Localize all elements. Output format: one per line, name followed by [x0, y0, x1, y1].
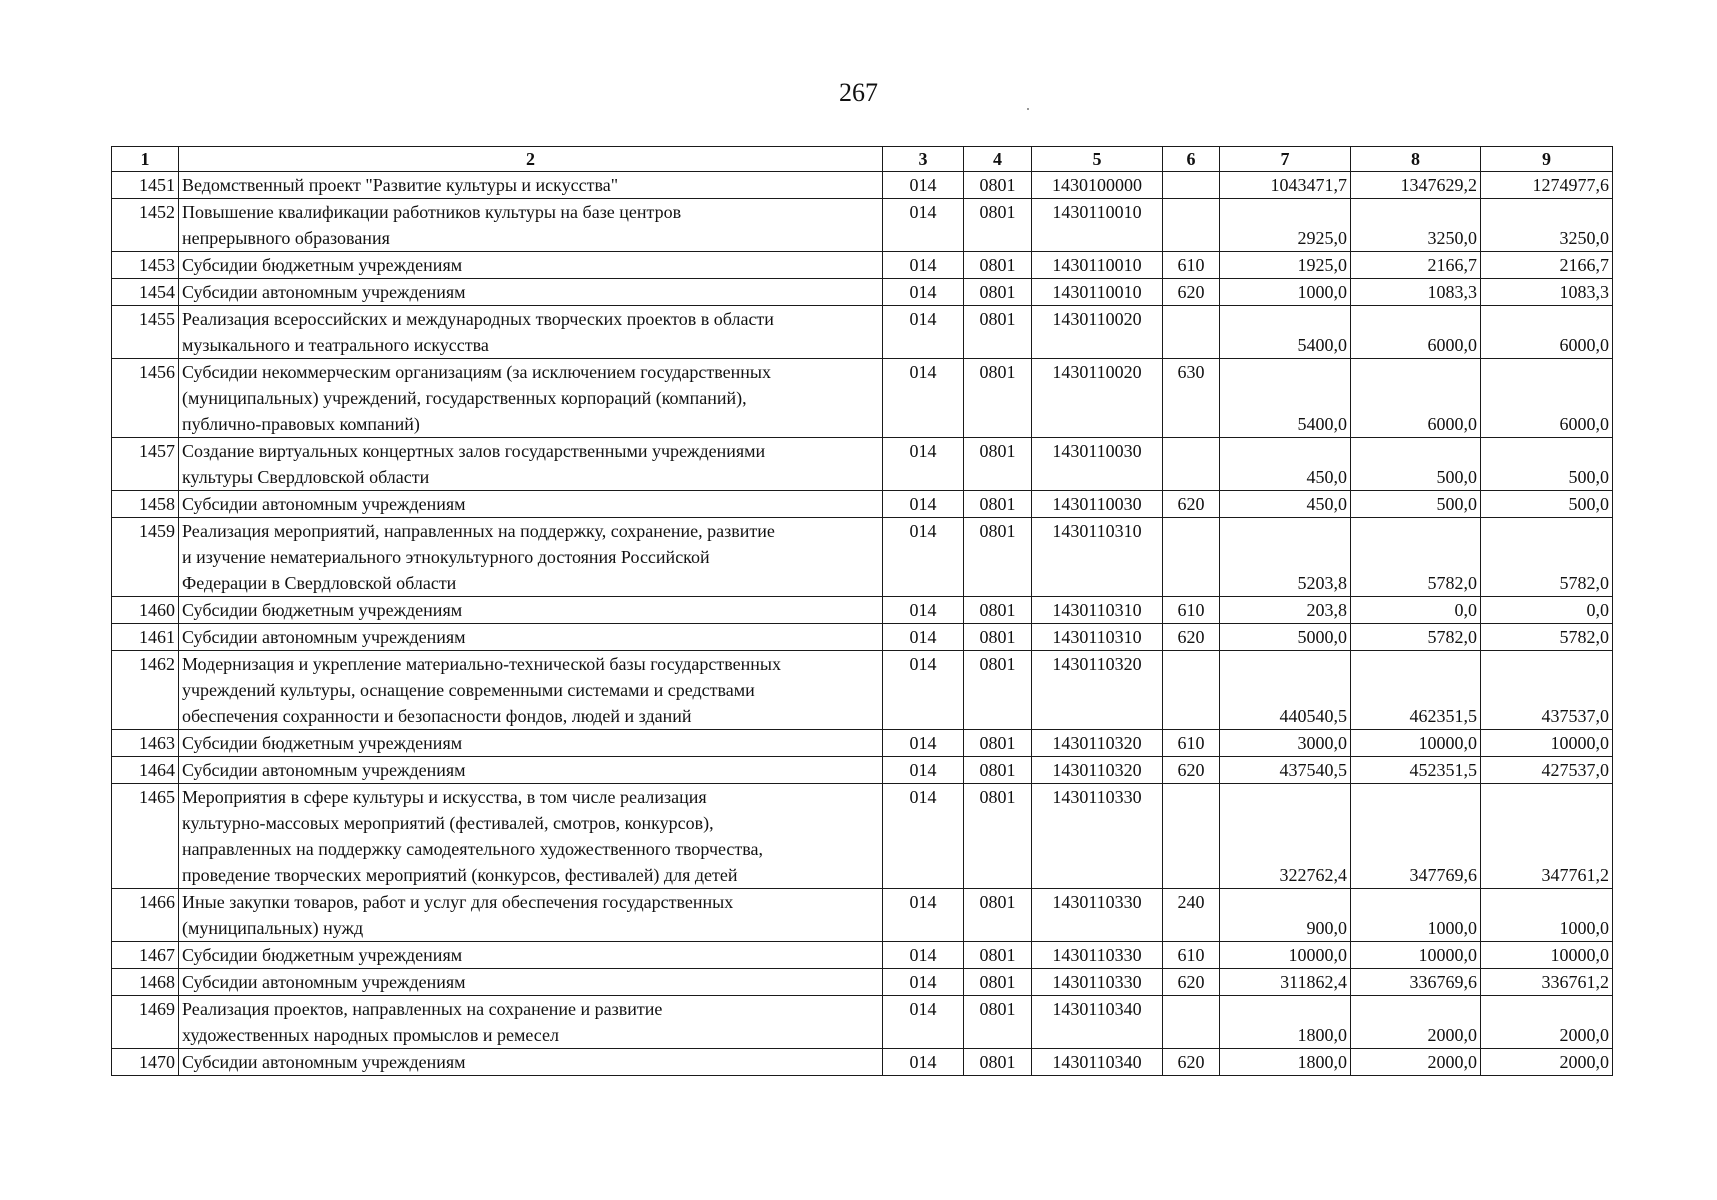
amount-col-9: 2166,7 [1481, 252, 1613, 279]
amount-col-7: 311862,4 [1220, 969, 1351, 996]
amount-col-8: 6000,0 [1351, 359, 1481, 438]
target-article-code: 1430110310 [1032, 518, 1163, 597]
ministry-code: 014 [883, 624, 964, 651]
row-number: 1463 [112, 730, 179, 757]
row-name: Мероприятия в сфере культуры и искусства, в том числе реализация культурно-массовых мероприятий (фестивалей, смотров, конкурсов), направленных на поддержку самодеятельного художественного творчества, проведение творческих мероприятий (конкурсов, фестивалей) для детей [179, 784, 883, 889]
ministry-code: 014 [883, 651, 964, 730]
amount-col-9: 5782,0 [1481, 624, 1613, 651]
section-code: 0801 [964, 757, 1032, 784]
section-code: 0801 [964, 1049, 1032, 1076]
amount-col-7: 1800,0 [1220, 996, 1351, 1049]
amount-col-8: 1083,3 [1351, 279, 1481, 306]
expense-type-code: 620 [1163, 757, 1220, 784]
amount-col-8: 2000,0 [1351, 1049, 1481, 1076]
row-name: Ведомственный проект "Развитие культуры и искусства" [179, 172, 883, 199]
table-row [112, 359, 1613, 438]
row-name: Субсидии бюджетным учреждениям [179, 942, 883, 969]
section-code: 0801 [964, 784, 1032, 889]
amount-col-8: 0,0 [1351, 597, 1481, 624]
amount-col-7: 1925,0 [1220, 252, 1351, 279]
section-code: 0801 [964, 942, 1032, 969]
ministry-code: 014 [883, 252, 964, 279]
target-article-code: 1430110330 [1032, 889, 1163, 942]
table-row [112, 651, 1613, 730]
amount-col-8: 2000,0 [1351, 996, 1481, 1049]
ministry-code: 014 [883, 199, 964, 252]
amount-col-8: 3250,0 [1351, 199, 1481, 252]
section-code: 0801 [964, 491, 1032, 518]
table-row [112, 252, 1613, 279]
target-article-code: 1430110320 [1032, 757, 1163, 784]
amount-col-7: 203,8 [1220, 597, 1351, 624]
expense-type-code: 620 [1163, 491, 1220, 518]
amount-col-8: 347769,6 [1351, 784, 1481, 889]
amount-col-9: 437537,0 [1481, 651, 1613, 730]
row-number: 1458 [112, 491, 179, 518]
table-row [112, 438, 1613, 491]
row-number: 1467 [112, 942, 179, 969]
row-name: Субсидии бюджетным учреждениям [179, 730, 883, 757]
header-col-7: 7 [1220, 147, 1351, 172]
expense-type-code: 610 [1163, 252, 1220, 279]
row-name: Модернизация и укрепление материально-технической базы государственных учреждений культуры, оснащение современными системами и средствами обеспечения сохранности и безопасности фондов, людей и зданий [179, 651, 883, 730]
table-row [112, 730, 1613, 757]
amount-col-7: 3000,0 [1220, 730, 1351, 757]
header-col-2: 2 [179, 147, 883, 172]
ministry-code: 014 [883, 491, 964, 518]
amount-col-8: 10000,0 [1351, 942, 1481, 969]
amount-col-8: 1000,0 [1351, 889, 1481, 942]
row-number: 1459 [112, 518, 179, 597]
ministry-code: 014 [883, 889, 964, 942]
row-number: 1468 [112, 969, 179, 996]
amount-col-7: 322762,4 [1220, 784, 1351, 889]
row-number: 1462 [112, 651, 179, 730]
amount-col-9: 1083,3 [1481, 279, 1613, 306]
amount-col-9: 2000,0 [1481, 996, 1613, 1049]
amount-col-9: 500,0 [1481, 438, 1613, 491]
ministry-code: 014 [883, 996, 964, 1049]
target-article-code: 1430110310 [1032, 624, 1163, 651]
target-article-code: 1430110010 [1032, 279, 1163, 306]
target-article-code: 1430110340 [1032, 996, 1163, 1049]
amount-col-7: 440540,5 [1220, 651, 1351, 730]
row-number: 1455 [112, 306, 179, 359]
target-article-code: 1430110340 [1032, 1049, 1163, 1076]
row-name: Повышение квалификации работников культуры на базе центров непрерывного образования [179, 199, 883, 252]
target-article-code: 1430110310 [1032, 597, 1163, 624]
table-row [112, 597, 1613, 624]
row-name: Субсидии некоммерческим организациям (за исключением государственных (муниципальных) учреждений, государственных корпораций (компаний), публично-правовых компаний) [179, 359, 883, 438]
section-code: 0801 [964, 969, 1032, 996]
table-row [112, 942, 1613, 969]
row-number: 1466 [112, 889, 179, 942]
ministry-code: 014 [883, 969, 964, 996]
amount-col-9: 1274977,6 [1481, 172, 1613, 199]
table-row [112, 279, 1613, 306]
ministry-code: 014 [883, 1049, 964, 1076]
row-number: 1460 [112, 597, 179, 624]
amount-col-7: 5400,0 [1220, 359, 1351, 438]
ministry-code: 014 [883, 279, 964, 306]
amount-col-9: 10000,0 [1481, 942, 1613, 969]
ministry-code: 014 [883, 172, 964, 199]
amount-col-8: 1347629,2 [1351, 172, 1481, 199]
row-number: 1456 [112, 359, 179, 438]
expense-type-code: 620 [1163, 1049, 1220, 1076]
header-col-9: 9 [1481, 147, 1613, 172]
section-code: 0801 [964, 889, 1032, 942]
header-col-5: 5 [1032, 147, 1163, 172]
table-row [112, 969, 1613, 996]
row-number: 1454 [112, 279, 179, 306]
expense-type-code [1163, 518, 1220, 597]
amount-col-7: 1043471,7 [1220, 172, 1351, 199]
row-name: Создание виртуальных концертных залов государственными учреждениями культуры Свердловской области [179, 438, 883, 491]
section-code: 0801 [964, 624, 1032, 651]
row-number: 1465 [112, 784, 179, 889]
header-row [112, 147, 1613, 172]
table-header [112, 147, 1613, 172]
header-col-4: 4 [964, 147, 1032, 172]
row-name: Реализация мероприятий, направленных на поддержку, сохранение, развитие и изучение нематериального этнокультурного достояния Российской Федерации в Свердловской области [179, 518, 883, 597]
row-number: 1451 [112, 172, 179, 199]
amount-col-7: 5000,0 [1220, 624, 1351, 651]
amount-col-8: 2166,7 [1351, 252, 1481, 279]
ministry-code: 014 [883, 597, 964, 624]
amount-col-8: 336769,6 [1351, 969, 1481, 996]
section-code: 0801 [964, 279, 1032, 306]
section-code: 0801 [964, 172, 1032, 199]
row-name: Субсидии бюджетным учреждениям [179, 252, 883, 279]
row-name: Субсидии автономным учреждениям [179, 279, 883, 306]
amount-col-9: 336761,2 [1481, 969, 1613, 996]
target-article-code: 1430110020 [1032, 306, 1163, 359]
expense-type-code: 630 [1163, 359, 1220, 438]
ministry-code: 014 [883, 359, 964, 438]
section-code: 0801 [964, 730, 1032, 757]
row-name: Реализация проектов, направленных на сохранение и развитие художественных народных промыслов и ремесел [179, 996, 883, 1049]
scan-speck [1027, 108, 1029, 110]
amount-col-7: 1000,0 [1220, 279, 1351, 306]
target-article-code: 1430110320 [1032, 651, 1163, 730]
table-row [112, 624, 1613, 651]
section-code: 0801 [964, 252, 1032, 279]
row-number: 1457 [112, 438, 179, 491]
row-name: Реализация всероссийских и международных творческих проектов в области музыкального и театрального искусства [179, 306, 883, 359]
amount-col-7: 450,0 [1220, 491, 1351, 518]
amount-col-9: 1000,0 [1481, 889, 1613, 942]
amount-col-7: 450,0 [1220, 438, 1351, 491]
ministry-code: 014 [883, 438, 964, 491]
amount-col-8: 462351,5 [1351, 651, 1481, 730]
header-col-3: 3 [883, 147, 964, 172]
row-number: 1464 [112, 757, 179, 784]
row-number: 1461 [112, 624, 179, 651]
amount-col-9: 3250,0 [1481, 199, 1613, 252]
header-col-8: 8 [1351, 147, 1481, 172]
expense-type-code: 610 [1163, 942, 1220, 969]
table-row [112, 491, 1613, 518]
target-article-code: 1430110010 [1032, 199, 1163, 252]
page-number: 267 [839, 78, 878, 107]
expense-type-code [1163, 651, 1220, 730]
ministry-code: 014 [883, 757, 964, 784]
amount-col-9: 6000,0 [1481, 359, 1613, 438]
section-code: 0801 [964, 996, 1032, 1049]
expense-type-code [1163, 306, 1220, 359]
ministry-code: 014 [883, 942, 964, 969]
target-article-code: 1430110010 [1032, 252, 1163, 279]
section-code: 0801 [964, 438, 1032, 491]
row-name: Субсидии автономным учреждениям [179, 757, 883, 784]
target-article-code: 1430110020 [1032, 359, 1163, 438]
amount-col-7: 5203,8 [1220, 518, 1351, 597]
table-row [112, 199, 1613, 252]
target-article-code: 1430110030 [1032, 438, 1163, 491]
row-number: 1470 [112, 1049, 179, 1076]
expense-type-code [1163, 438, 1220, 491]
expense-type-code: 610 [1163, 597, 1220, 624]
row-name: Иные закупки товаров, работ и услуг для обеспечения государственных (муниципальных) нужд [179, 889, 883, 942]
amount-col-8: 10000,0 [1351, 730, 1481, 757]
row-number: 1453 [112, 252, 179, 279]
amount-col-9: 0,0 [1481, 597, 1613, 624]
table-body [112, 172, 1613, 1076]
target-article-code: 1430110030 [1032, 491, 1163, 518]
ministry-code: 014 [883, 306, 964, 359]
table-row [112, 757, 1613, 784]
expense-type-code: 610 [1163, 730, 1220, 757]
header-col-6: 6 [1163, 147, 1220, 172]
target-article-code: 1430110330 [1032, 969, 1163, 996]
amount-col-8: 500,0 [1351, 438, 1481, 491]
amount-col-9: 427537,0 [1481, 757, 1613, 784]
ministry-code: 014 [883, 730, 964, 757]
amount-col-9: 347761,2 [1481, 784, 1613, 889]
target-article-code: 1430110320 [1032, 730, 1163, 757]
amount-col-7: 1800,0 [1220, 1049, 1351, 1076]
expense-type-code: 620 [1163, 969, 1220, 996]
row-name: Субсидии автономным учреждениям [179, 1049, 883, 1076]
amount-col-8: 5782,0 [1351, 624, 1481, 651]
table-row [112, 306, 1613, 359]
amount-col-9: 500,0 [1481, 491, 1613, 518]
amount-col-7: 900,0 [1220, 889, 1351, 942]
section-code: 0801 [964, 359, 1032, 438]
section-code: 0801 [964, 199, 1032, 252]
expense-type-code [1163, 996, 1220, 1049]
section-code: 0801 [964, 306, 1032, 359]
expense-type-code [1163, 199, 1220, 252]
amount-col-8: 452351,5 [1351, 757, 1481, 784]
amount-col-9: 6000,0 [1481, 306, 1613, 359]
row-name: Субсидии автономным учреждениям [179, 491, 883, 518]
target-article-code: 1430100000 [1032, 172, 1163, 199]
table-row [112, 518, 1613, 597]
row-name: Субсидии бюджетным учреждениям [179, 597, 883, 624]
table-row [112, 996, 1613, 1049]
table-row [112, 172, 1613, 199]
row-number: 1452 [112, 199, 179, 252]
section-code: 0801 [964, 651, 1032, 730]
section-code: 0801 [964, 597, 1032, 624]
row-name: Субсидии автономным учреждениям [179, 969, 883, 996]
amount-col-9: 2000,0 [1481, 1049, 1613, 1076]
amount-col-7: 5400,0 [1220, 306, 1351, 359]
amount-col-8: 6000,0 [1351, 306, 1481, 359]
section-code: 0801 [964, 518, 1032, 597]
amount-col-9: 5782,0 [1481, 518, 1613, 597]
amount-col-7: 2925,0 [1220, 199, 1351, 252]
amount-col-7: 437540,5 [1220, 757, 1351, 784]
amount-col-8: 500,0 [1351, 491, 1481, 518]
amount-col-9: 10000,0 [1481, 730, 1613, 757]
table-row [112, 1049, 1613, 1076]
row-name: Субсидии автономным учреждениям [179, 624, 883, 651]
target-article-code: 1430110330 [1032, 942, 1163, 969]
header-col-1: 1 [112, 147, 179, 172]
ministry-code: 014 [883, 518, 964, 597]
expense-type-code: 620 [1163, 279, 1220, 306]
expense-type-code: 620 [1163, 624, 1220, 651]
budget-table [111, 146, 1613, 1076]
ministry-code: 014 [883, 784, 964, 889]
table-row [112, 889, 1613, 942]
expense-type-code: 240 [1163, 889, 1220, 942]
target-article-code: 1430110330 [1032, 784, 1163, 889]
row-number: 1469 [112, 996, 179, 1049]
expense-type-code [1163, 784, 1220, 889]
table-row [112, 784, 1613, 889]
expense-type-code [1163, 172, 1220, 199]
amount-col-7: 10000,0 [1220, 942, 1351, 969]
amount-col-8: 5782,0 [1351, 518, 1481, 597]
